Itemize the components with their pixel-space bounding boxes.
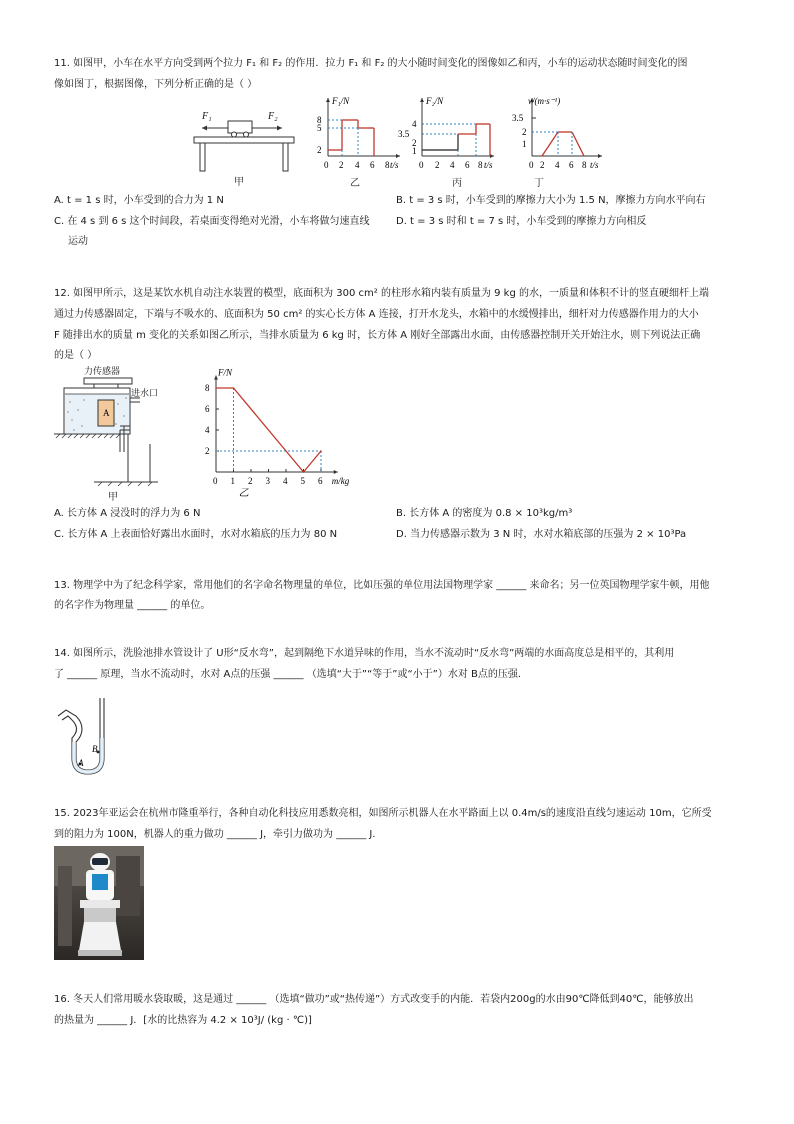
q12-chart-ytick-label: 8: [205, 383, 210, 393]
q11-bing-ytick-1: 1: [412, 146, 417, 156]
q12-stem-line3: F 随排出水的质量 m 变化的关系如图乙所示，当排水质量为 6 kg 时，长方体 A 刚好全部露出水面，由传感器控制开关开始注水，则下列说法正确: [54, 330, 701, 341]
q11-graph-bing: [392, 94, 498, 182]
q11-option-c-cont: 运动: [68, 236, 88, 247]
robot-illustration: [54, 846, 144, 960]
q11-yi-ylabel: F₁/N: [332, 96, 350, 106]
q12-figure-tank: [54, 364, 174, 490]
q12-chart-point: [303, 471, 305, 473]
q12-option-c[interactable]: C. 长方体 A 上表面恰好露出水面时，水对水箱底的压力为 80 N: [54, 529, 338, 540]
q15-stem-line2: 到的阻力为 100N，机器人的重力做功 ______ J，牵引力做功为 ______ J．: [54, 829, 383, 840]
q12-chart-xtick-label: 0: [213, 476, 218, 486]
q11-yi-ytick-8: 8: [317, 115, 322, 125]
q12-chart-ytick-label: 4: [205, 425, 210, 435]
q12-stem-line2: 通过力传感器固定，下端与不吸水的、底面积为 50 cm² 的实心长方体 A 连接，打开水龙头，水箱中的水缓慢排出，细杆对力传感器作用力的大小: [54, 309, 699, 320]
q11-yi-xlabel: t/s: [390, 160, 399, 170]
q12-chart-xtick-label: 1: [230, 476, 235, 486]
q12-chart-ytick-label: 6: [205, 404, 210, 414]
q14-point-a-label: A: [78, 758, 84, 768]
q12-chart-point: [320, 450, 322, 452]
q12-option-d[interactable]: D. 当力传感器示数为 3 N 时，水对水箱底部的压强为 2 × 10³Pa: [396, 529, 687, 540]
q12-chart-ylabel: F/N: [218, 367, 233, 378]
q12-chart-f-vs-m: [196, 367, 350, 499]
q11-option-d[interactable]: D. t = 3 s 时和 t = 7 s 时，小车受到的摩擦力方向相反: [396, 216, 647, 227]
q11-bing-xtick-6: 6: [465, 160, 470, 170]
q11-stem-line1: 11. 如图甲，小车在水平方向受到两个拉力 F₁ 和 F₂ 的作用．拉力 F₁ 和 F₂ 的大小随时间变化的图像如乙和丙，小车的运动状态随时间变化的图: [54, 58, 688, 69]
q12-chart-xtick-label: 4: [283, 476, 288, 486]
q11-f2-label: F₂: [268, 111, 278, 122]
q12-stem-line1: 12. 如图甲所示，这是某饮水机自动注水装置的模型，底面积为 300 cm² 的柱形水箱内装有质量为 9 kg 的水，一质量和体积不计的竖直硬细杆上端: [54, 288, 709, 299]
q11-f1-label: F₁: [202, 111, 212, 122]
q11-ding-ytick-1: 1: [522, 139, 527, 149]
q12-chart-xtick-label: 2: [248, 476, 253, 486]
q11-bing-ytick-2: 2: [412, 138, 417, 148]
q11-ding-xtick-4: 4: [555, 160, 560, 170]
q13-stem-line2: 的名字作为物理量 ______ 的单位。: [54, 600, 211, 611]
q12-chart-xlabel: m/kg: [331, 476, 350, 486]
q11-caption-bing: 丙: [452, 178, 462, 189]
q14-point-b-label: B: [92, 744, 98, 754]
q16-stem-line2: 的热量为 ______ J．[水的比热容为 4.2 × 10³J/ (kg · ℃)]: [54, 1015, 312, 1026]
q11-bing-ylabel: F₂/N: [426, 96, 444, 106]
q12-chart-ytick-label: 2: [205, 446, 210, 456]
q11-graph-ding: [506, 94, 606, 182]
q15-robot-photo: [54, 846, 144, 960]
q14-figure-u-trap: [54, 694, 114, 776]
q14-stem-line1: 14. 如图所示，洗脸池排水管设计了 U形“反水弯”，起到隔绝下水道异味的作用，当水不流动时“反水弯”两端的水面高度总是相平的，其利用: [54, 648, 675, 659]
q12-chart-point: [215, 387, 217, 389]
q12-chart-xtick-label: 6: [318, 476, 323, 486]
q11-ding-xlabel: t/s: [590, 160, 599, 170]
q15-stem-line1: 15. 2023年亚运会在杭州市隆重举行，各种自动化科技应用悉数亮相，如图所示机器人在水平路面上以 0.4m/s的速度沿直线匀速运动 10m，它所受: [54, 808, 712, 819]
q12-chart-x-arrow: [334, 470, 338, 474]
q11-yi-ytick-2: 2: [317, 145, 322, 155]
q11-yi-xtick-0: 0: [324, 160, 329, 170]
q11-ding-ytick-2: 2: [522, 127, 527, 137]
q12-option-b[interactable]: B. 长方体 A 的密度为 0.8 × 10³kg/m³: [396, 508, 573, 519]
q11-ding-xtick-6: 6: [569, 160, 574, 170]
q11-bing-xtick-4: 4: [450, 160, 455, 170]
q11-ding-ylabel: v/(m·s⁻¹): [528, 96, 561, 106]
q11-yi-xtick-6: 6: [370, 160, 375, 170]
q11-bing-xtick-8: 8: [478, 160, 483, 170]
q14-stem-line2: 了 ______ 原理，当水不流动时，水对 A点的压强 ______ （选填“大于”“等于”或“小于”）水对 B点的压强．: [54, 669, 528, 680]
q11-bing-ytick-4: 4: [412, 119, 417, 129]
q12-option-a[interactable]: A. 长方体 A 浸没时的浮力为 6 N: [54, 508, 201, 519]
q12-block-label: A: [103, 408, 110, 418]
q12-caption-jia: 甲: [108, 492, 118, 503]
q11-option-b[interactable]: B. t = 3 s 时，小车受到的摩擦力大小为 1.5 N，摩擦力方向水平向右: [396, 195, 706, 206]
q11-yi-xtick-2: 2: [339, 160, 344, 170]
q11-bing-xtick-0: 0: [419, 160, 424, 170]
q11-yi-xtick-4: 4: [355, 160, 360, 170]
q12-chart-xtick-label: 5: [300, 476, 305, 486]
q11-yi-xtick-8: 8: [385, 160, 390, 170]
q11-graph-yi: [312, 94, 404, 182]
q13-stem-line1: 13. 物理学中为了纪念科学家，常用他们的名字命名物理量的单位，比如压强的单位用法国物理学家 ______ 来命名；另一位英国物理学家牛顿，用他: [54, 580, 710, 591]
q11-ding-xtick-0: 0: [529, 160, 534, 170]
q12-inlet-label: 进水口: [131, 389, 159, 399]
q11-bing-xlabel: t/s: [484, 160, 493, 170]
q12-chart-caption: 乙: [238, 488, 249, 499]
q11-bing-ytick-35: 3.5: [398, 129, 410, 139]
q11-yi-ytick-5: 5: [317, 123, 322, 133]
q11-caption-ding: 丁: [534, 178, 544, 189]
q11-bing-xtick-2: 2: [435, 160, 440, 170]
q11-caption-yi: 乙: [350, 178, 360, 189]
q11-ding-xtick-8: 8: [582, 160, 587, 170]
q11-stem-line2: 像如图丁，根据图像，下列分析正确的是（ ）: [54, 79, 258, 90]
q12-chart-point: [233, 387, 235, 389]
q11-ding-ytick-35: 3.5: [512, 113, 524, 123]
q11-caption-jia: 甲: [234, 177, 244, 188]
q11-option-c[interactable]: C. 在 4 s 到 6 s 这个时间段，若桌面变得绝对光滑，小车将做匀速直线: [54, 216, 370, 227]
q12-chart-series-line: [216, 388, 321, 472]
q12-stem-line4: 的是（ ）: [54, 350, 98, 361]
q12-chart-xtick-label: 3: [265, 476, 270, 486]
q11-ding-xtick-2: 2: [540, 160, 545, 170]
q12-sensor-label: 力传感器: [84, 367, 121, 377]
q16-stem-line1: 16. 冬天人们常用暖水袋取暖，这是通过 ______ （选填“做功”或“热传递”）方式改变手的内能．若袋内200g的水由90℃降低到40℃，能够放出: [54, 994, 694, 1005]
q11-option-a[interactable]: A. t = 1 s 时，小车受到的合力为 1 N: [54, 195, 224, 206]
